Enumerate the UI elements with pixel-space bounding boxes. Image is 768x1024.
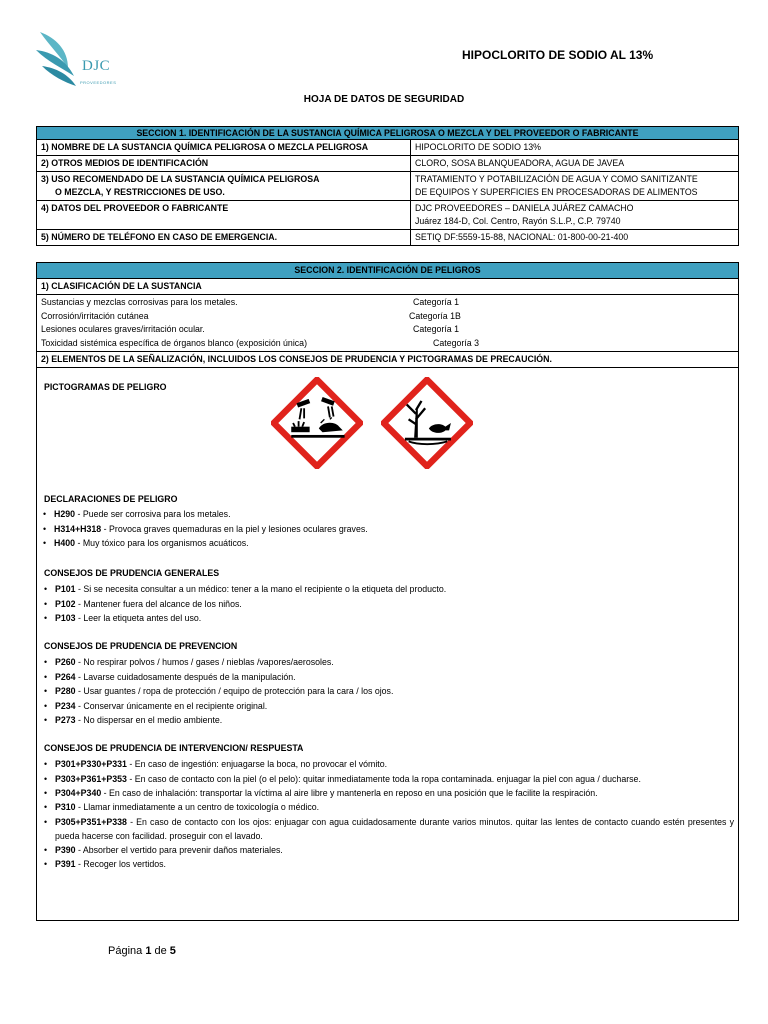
list-item [44,800,734,815]
logo-text: DJC [82,58,111,74]
table-row [37,156,739,172]
advice-code: P301+P330+P331 [55,759,127,769]
product-title: HIPOCLORITO DE SODIO AL 13% [462,48,654,62]
advice-code: P103 [55,613,76,624]
hazard-code: H314+H318 [54,523,102,534]
classification-title: 1) CLASIFICACIÓN DE LA SUSTANCIA [37,279,738,295]
hazard-text: - Puede ser corrosiva para los metales. [75,509,231,519]
classification-name: Sustancias y mezclas corrosivas para los metales. [41,297,238,307]
row-value-line: Juárez 184-D, Col. Centro, Rayón S.L.P., C.P. 79740 [415,216,621,226]
advice-code: P273 [55,715,76,726]
classification-category: Categoría 1 [413,324,459,335]
document-title: HOJA DE DATOS DE SEGURIDAD [303,94,465,105]
list-item [44,786,734,801]
advice-text: - Leer la etiqueta antes del uso. [75,613,202,624]
row-label [37,172,411,201]
row-value [411,201,739,230]
advice-text: - Mantener fuera del alcance de los niños. [75,598,242,609]
row-value-line: DE EQUIPOS Y SUPERFICIES EN PROCESADORAS DE ALIMENTOS [415,187,698,197]
row-value: CLORO, SOSA BLANQUEADORA, AGUA DE JAVEA [411,156,739,172]
section2-title: SECCION 2. IDENTIFICACIÓN DE PELIGROS [37,263,738,279]
bullet-icon: • [44,773,48,784]
advice-code: P102 [55,598,76,609]
row-value [411,172,739,201]
row-value: HIPOCLORITO DE SODIO 13% [411,140,739,156]
bullet-icon: • [44,598,48,609]
table-row [37,201,739,230]
prevention-list [44,655,734,728]
advice-code: P264 [55,671,76,682]
list-item [44,699,734,714]
list-item [44,597,734,612]
bullet-icon: • [44,715,48,726]
general-advice-list [44,582,734,626]
page-current: 1 [145,945,152,957]
classification-category: Categoría 1 [413,297,459,307]
list-item [44,655,734,670]
bullet-icon: • [44,657,48,667]
bullet-icon: • [44,613,48,624]
advice-text: - Recoger los vertidos. [75,859,166,870]
row-label: 5) NÚMERO DE TELÉFONO EN CASO DE EMERGENCIA. [37,230,411,246]
bullet-icon: • [44,816,48,827]
row-label-line: 3) USO RECOMENDADO DE LA SUSTANCIA QUÍMICA PELIGROSA [41,174,320,184]
advice-code: P303+P361+P353 [55,773,127,784]
page-prefix: Página [108,945,146,957]
advice-text: - Usar guantes / ropa de protección / equipo de protección para la cara / los ojos. [75,686,394,697]
hazard-text: - Muy tóxico para los organismos acuáticos. [75,538,249,549]
row-value-line: TRATAMIENTO Y POTABILIZACIÓN DE AGUA Y COMO SANITIZANTE [415,174,698,184]
page-number [108,945,176,957]
bullet-icon: • [44,787,48,798]
classification-category: Categoría 1B [409,310,461,321]
advice-code: P260 [55,657,76,667]
advice-text: - No dispersar en el medio ambiente. [75,715,223,726]
page-separator: de [151,945,170,957]
list-item [43,522,733,537]
environment-pictogram-icon [381,377,473,469]
advice-text: - Llamar inmediatamente a un centro de toxicología o médico. [75,802,320,813]
classification-name: Lesiones oculares graves/irritación ocular. [41,324,205,335]
advice-text: - En caso de inhalación: transportar la víctima al aire libre y mantenerla en reposo en una posición que le facilite la respiración. [101,787,598,798]
section2-box [36,262,739,921]
advice-code: P234 [55,700,76,711]
classification-list [37,295,738,352]
list-item [41,310,734,324]
advice-code: P310 [55,802,76,813]
hazard-code: H400 [54,538,76,549]
classification-name: Toxicidad sistémica específica de órganos blanco (exposición única) [41,337,308,348]
advice-code: P305+P351+P338 [55,816,127,827]
bullet-icon: • [44,759,48,769]
hazard-code: H290 [54,509,76,519]
list-item [44,670,734,685]
classification-category: Categoría 3 [433,337,479,348]
bullet-icon: • [43,523,47,534]
advice-text: - Absorber el vertido para prevenir daños materiales. [75,844,283,855]
advice-code: P280 [55,686,76,697]
advice-code: P391 [55,859,76,870]
row-label: 4) DATOS DEL PROVEEDOR O FABRICANTE [37,201,411,230]
logo-subtitle: PROVEEDORES [80,80,117,85]
list-item [41,323,734,337]
list-item [44,815,734,843]
bullet-icon: • [44,671,48,682]
list-item [44,684,734,699]
advice-text: - Si se necesita consultar a un médico: tener a la mano el recipiente o la etiqueta del producto. [75,584,447,594]
table-row [37,172,739,201]
list-item [44,857,734,872]
hazard-text: - Provoca graves quemaduras en la piel y lesiones oculares graves. [101,523,368,534]
advice-text: - En caso de contacto con los ojos: enjuagar con agua cuidadosamente durante varios minutos. quitar las lentes de contacto cuando estén presentes y pueda hacerse con facilidad. proseguir con el lavado. [55,816,734,841]
list-item [44,611,734,626]
list-item [44,843,734,858]
table-row [37,140,739,156]
list-item [43,507,733,522]
list-item [43,536,733,551]
page-total: 5 [169,945,176,957]
advice-code: P304+P340 [55,787,102,798]
bullet-icon: • [44,700,48,711]
advice-code: P390 [55,844,76,855]
list-item [44,772,734,786]
advice-text: - Conservar únicamente en el recipiente original. [75,700,268,711]
advice-text: - En caso de contacto con la piel (o el pelo): quitar inmediatamente toda la ropa contaminada. enjuagar la piel con agua / ducharse. [126,773,641,784]
section1-title: SECCION 1. IDENTIFICACIÓN DE LA SUSTANCIA QUÍMICA PELIGROSA O MEZCLA Y DEL PROVEEDOR O FABRICANTE [37,127,739,140]
list-item [44,713,734,728]
response-list [44,757,734,872]
classification-name: Corrosión/irritación cutánea [41,310,149,321]
list-item [44,757,734,772]
row-label-line: O MEZCLA, Y RESTRICCIONES DE USO. [55,187,225,197]
section1-table [36,126,739,246]
bullet-icon: • [44,802,48,813]
prevention-title: CONSEJOS DE PRUDENCIA DE PREVENCION [44,641,238,651]
bullet-icon: • [44,844,48,855]
list-item [41,296,734,310]
bullet-icon: • [44,584,48,594]
corrosion-pictogram-icon [271,377,363,469]
row-label: 1) NOMBRE DE LA SUSTANCIA QUÍMICA PELIGROSA O MEZCLA PELIGROSA [37,140,411,156]
response-title: CONSEJOS DE PRUDENCIA DE INTERVENCION/ RESPUESTA [44,743,304,753]
hazard-list [43,507,733,551]
advice-text: - En caso de ingestión: enjuagarse la boca, no provocar el vómito. [126,759,388,769]
bullet-icon: • [43,538,47,549]
pictograms-title: PICTOGRAMAS DE PELIGRO [44,382,167,392]
bullet-icon: • [43,509,47,519]
advice-text: - No respirar polvos / humos / gases / nieblas /vapores/aerosoles. [75,657,334,667]
hazard-title: DECLARACIONES DE PELIGRO [44,494,178,504]
row-value-line: DJC PROVEEDORES – DANIELA JUÁREZ CAMACHO [415,203,634,213]
row-label: 2) OTROS MEDIOS DE IDENTIFICACIÓN [37,156,411,172]
list-item [44,582,734,597]
elements-title: 2) ELEMENTOS DE LA SEÑALIZACIÓN, INCLUIDOS LOS CONSEJOS DE PRUDENCIA Y PICTOGRAMAS DE PRECAUCIÓN. [37,352,738,368]
bullet-icon: • [44,686,48,697]
table-row [37,230,739,246]
advice-code: P101 [55,584,76,594]
row-value: SETIQ DF:5559-15-88, NACIONAL: 01-800-00-21-400 [411,230,739,246]
general-advice-title: CONSEJOS DE PRUDENCIA GENERALES [44,568,220,578]
list-item [41,337,734,351]
advice-text: - Lavarse cuidadosamente después de la manipulación. [75,671,296,682]
bullet-icon: • [44,859,48,870]
